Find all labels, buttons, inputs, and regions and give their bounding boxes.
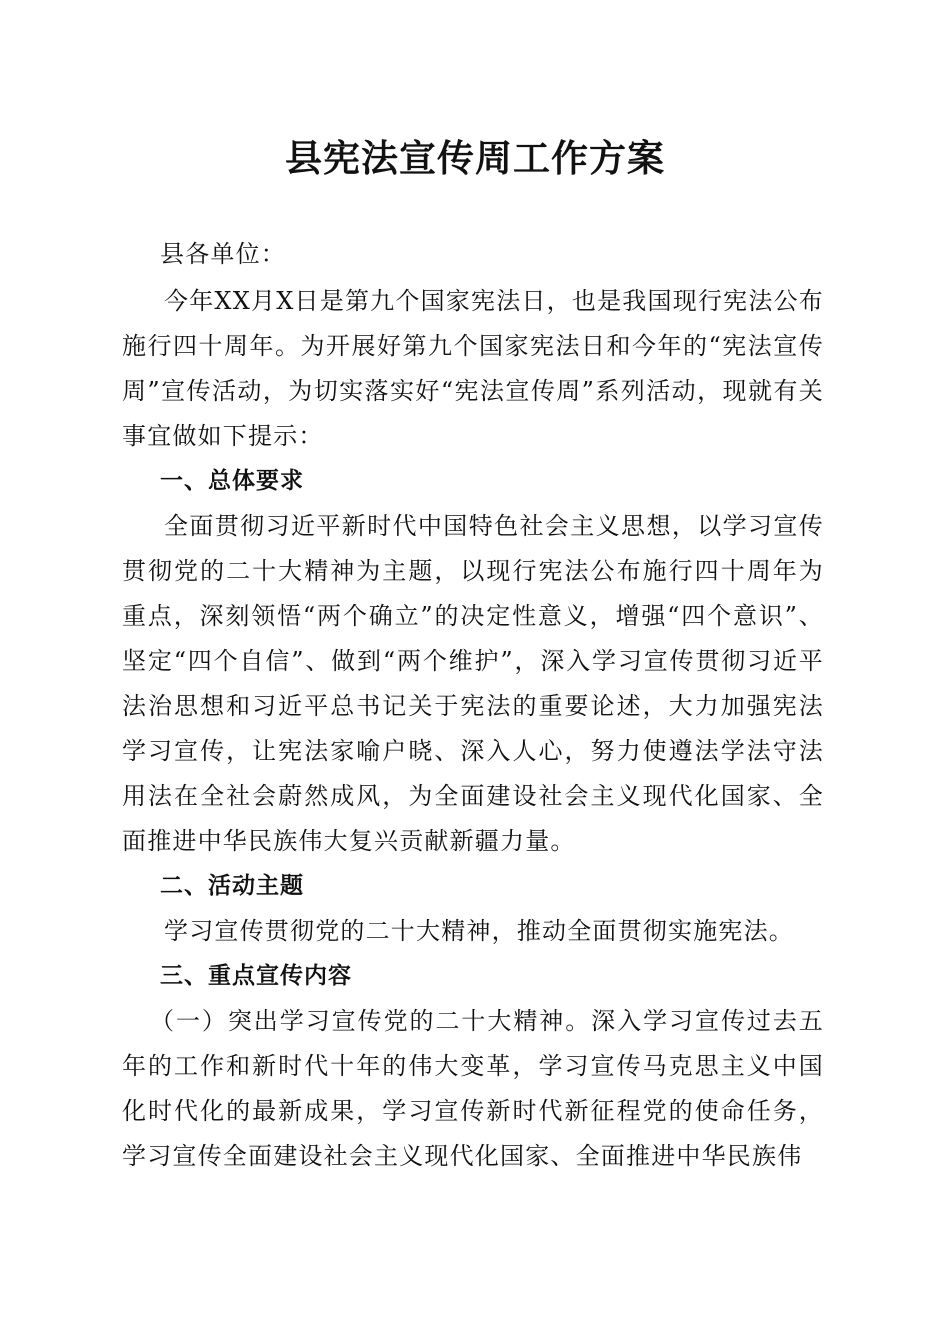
section-heading-activity-theme: 二、活动主题 — [160, 873, 304, 899]
intro-paragraph: 今年XX月X日是第九个国家宪法日，也是我国现行宪法公布施行四十周年。为开展好第九个国家宪法日和今年的“宪法宣传周”宣传活动，为切实落实好“宪法宣传周”系列活动，现就有关事宜做如下提示： — [122, 287, 824, 450]
document-body — [122, 232, 824, 1179]
section-paragraph-key-content: （一）突出学习宣传党的二十大精神。深入学习宣传过去五年的工作和新时代十年的伟大变革，学习宣传马克思主义中国化时代化的最新成果，学习宣传新时代新征程党的使命任务，学习宣传全面建设社会主义现代化国家、全面推进中华民族伟 — [122, 1007, 824, 1170]
document-title: 县宪法宣传周工作方案 — [285, 136, 665, 180]
salutation: 县各单位： — [160, 240, 286, 268]
section-heading-general-requirements: 一、总体要求 — [160, 468, 304, 494]
section-heading-key-content: 三、重点宣传内容 — [160, 963, 352, 989]
section-paragraph-activity-theme: 学习宣传贯彻党的二十大精神，推动全面贯彻实施宪法。 — [164, 917, 794, 945]
section-paragraph-general-requirements: 全面贯彻习近平新时代中国特色社会主义思想，以学习宣传贯彻党的二十大精神为主题，以现行宪法公布施行四十周年为重点，深刻领悟“两个确立”的决定性意义，增强“四个意识”、坚定“四个自信”、做到“两个维护”，深入学习宣传贯彻习近平法治思想和习近平总书记关于宪法的重要论述，大力加强宪法学习宣传，让宪法家喻户晓、深入人心，努力使遵法学法守法用法在全社会蔚然成风，为全面建设社会主义现代化国家、全面推进中华民族伟大复兴贡献新疆力量。 — [122, 512, 824, 855]
